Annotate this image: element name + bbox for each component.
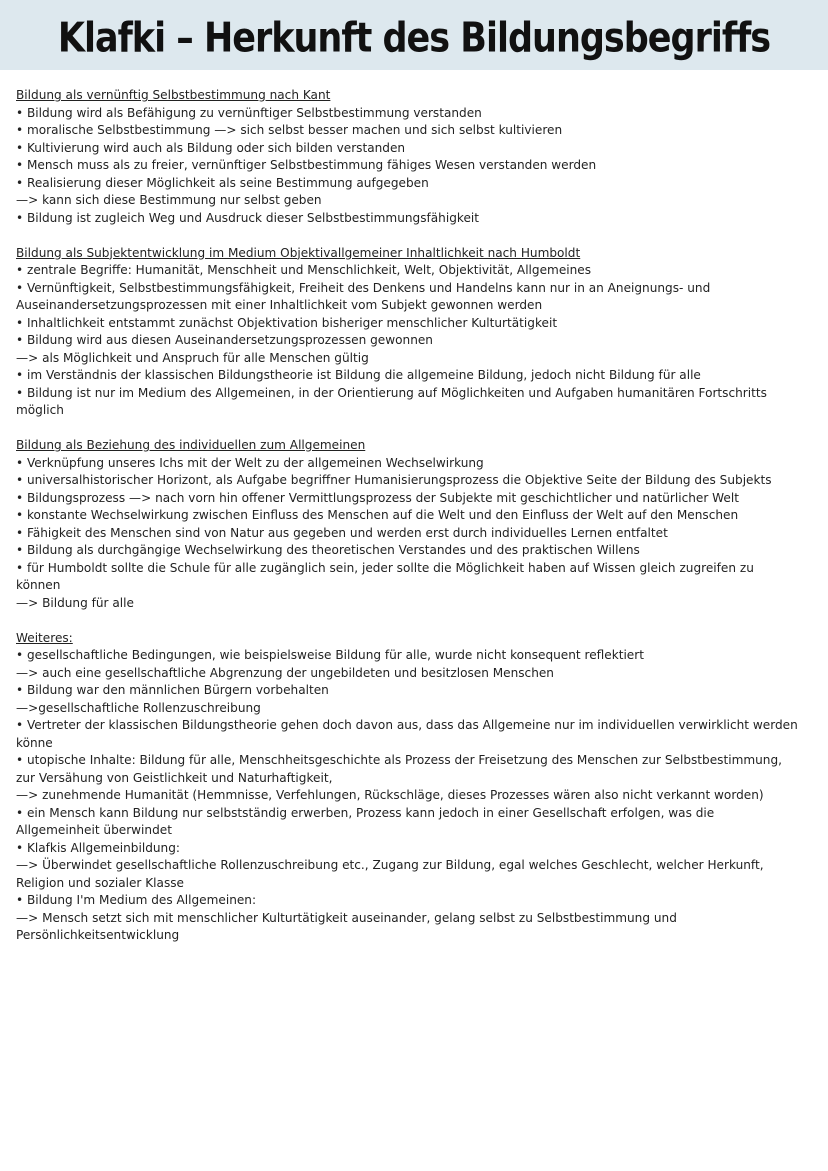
section-humboldt: [16, 245, 816, 420]
text-line: • Realisierung dieser Möglichkeit als seine Bestimmung aufgegeben: [16, 175, 429, 190]
text-line: • Klafkis Allgemeinbildung:: [16, 840, 180, 855]
text-line: —> als Möglichkeit und Anspruch für alle Menschen gültig: [16, 350, 369, 365]
text-line: • Bildung I'm Medium des Allgemeinen:: [16, 893, 257, 907]
text-line: —> auch eine gesellschaftliche Abgrenzung der ungebildeten und besitzlosen Menschen: [16, 665, 554, 680]
text-line: • Mensch muss als zu freier, vernünftiger Selbstbestimmung fähiges Wesen verstanden werden: [16, 158, 597, 172]
text-line: • konstante Wechselwirkung zwischen Einfluss des Menschen auf die Welt und den Einfluss der Welt auf den Menschen: [16, 508, 739, 522]
text-line: möglich: [16, 403, 64, 417]
section-heading: Bildung als Subjektentwicklung im Medium Objektivallgemeiner Inhaltlichkeit nach Humboldt: [16, 245, 581, 260]
text-line: • utopische Inhalte: Bildung für alle, Menschheitsgeschichte als Prozess der Freisetzung des Menschen zur Selbstbestimmung,: [16, 753, 782, 767]
text-line: • Bildung wird aus diesen Auseinandersetzungsprozessen gewonnen: [16, 333, 433, 347]
text-line: • Bildung ist nur im Medium des Allgemeinen, in der Orientierung auf Möglichkeiten und Aufgaben humanitären Fortschritts: [16, 385, 767, 400]
text-line: • Vertreter der klassischen Bildungstheorie gehen doch davon aus, dass das Allgemeine nur im individuellen verwirklicht werden: [16, 718, 798, 732]
text-line: • Bildung war den männlichen Bürgern vorbehalten: [16, 683, 329, 697]
document-body: [16, 87, 816, 962]
text-line: • zentrale Begriffe: Humanität, Menschheit und Menschlichkeit, Welt, Objektivität, Allgemeines: [16, 263, 592, 277]
text-line: —> Überwindet gesellschaftliche Rollenzuschreibung etc., Zugang zur Bildung, egal welches Geschlecht, welcher Herkunft,: [16, 858, 764, 872]
text-line: • Vernünftigkeit, Selbstbestimmungsfähigkeit, Freiheit des Denkens und Handelns kann nur in an Aneignungs- und: [16, 280, 711, 295]
text-line: Persönlichkeitsentwicklung: [16, 928, 180, 942]
text-line: • ein Mensch kann Bildung nur selbstständig erwerben, Prozess kann jedoch in einer Gesellschaft erfolgen, was die: [16, 805, 715, 820]
section-heading: Weiteres:: [16, 630, 73, 645]
text-line: • im Verständnis der klassischen Bildungstheorie ist Bildung die allgemeine Bildung, jedoch nicht Bildung für alle: [16, 368, 701, 382]
section-individual: [16, 437, 816, 612]
text-line: • Bildungsprozess —> nach vorn hin offener Vermittlungsprozess der Subjekte mit geschichtlicher und natürlicher Welt: [16, 490, 739, 505]
text-line: • Kultivierung wird auch als Bildung oder sich bilden verstanden: [16, 140, 406, 155]
text-line: • universalhistorischer Horizont, als Aufgabe begriffner Humanisierungsprozess die Objektive Seite der Bildung des Subjekts: [16, 473, 772, 487]
text-line: könne: [16, 735, 53, 750]
text-line: Allgemeinheit überwindet: [16, 823, 172, 837]
text-line: —> kann sich diese Bestimmung nur selbst geben: [16, 193, 322, 207]
text-line: Auseinandersetzungsprozessen mit einer Inhaltlichkeit vom Subjekt gewonnen werden: [16, 298, 543, 312]
text-line: • moralische Selbstbestimmung —> sich selbst besser machen und sich selbst kultivieren: [16, 123, 563, 137]
text-line: • Bildung als durchgängige Wechselwirkung des theoretischen Verstandes und des praktischen Willens: [16, 543, 640, 557]
text-line: • Inhaltlichkeit entstammt zunächst Objektivation bisheriger menschlicher Kulturtätigkeit: [16, 315, 558, 330]
text-line: können: [16, 578, 61, 592]
text-line: zur Versähung von Geistlichkeit und Naturhaftigkeit,: [16, 770, 333, 785]
text-line: • für Humboldt sollte die Schule für alle zugänglich sein, jeder sollte die Möglichkeit haben auf Wissen gleich zugreifen zu: [16, 560, 754, 575]
text-line: —> Bildung für alle: [16, 595, 134, 610]
text-line: —> Mensch setzt sich mit menschlicher Kulturtätigkeit auseinander, gelang selbst zu Selbstbestimmung und: [16, 910, 677, 925]
text-line: —> zunehmende Humanität (Hemmnisse, Verfehlungen, Rückschläge, dieses Prozesses wären also nicht verkannt worden): [16, 788, 764, 802]
text-line: Religion und sozialer Klasse: [16, 875, 184, 890]
page-title: Klafki – Herkunft des Bildungsbegriffs: [57, 14, 771, 62]
section-weiteres: [16, 630, 816, 945]
text-line: • Fähigkeit des Menschen sind von Natur aus gegeben und werden erst durch individuelles Lernen entfaltet: [16, 525, 668, 540]
text-line: —>gesellschaftliche Rollenzuschreibung: [16, 700, 261, 715]
section-heading: Bildung als vernünftig Selbstbestimmung nach Kant: [16, 88, 331, 102]
text-line: • gesellschaftliche Bedingungen, wie beispielsweise Bildung für alle, wurde nicht konsequent reflektiert: [16, 648, 644, 662]
text-line: • Bildung ist zugleich Weg und Ausdruck dieser Selbstbestimmungsfähigkeit: [16, 210, 479, 225]
section-heading: Bildung als Beziehung des individuellen zum Allgemeinen: [16, 438, 366, 452]
text-line: • Bildung wird als Befähigung zu vernünftiger Selbstbestimmung verstanden: [16, 105, 482, 120]
section-kant: [16, 87, 816, 227]
text-line: • Verknüpfung unseres Ichs mit der Welt zu der allgemeinen Wechselwirkung: [16, 455, 484, 470]
